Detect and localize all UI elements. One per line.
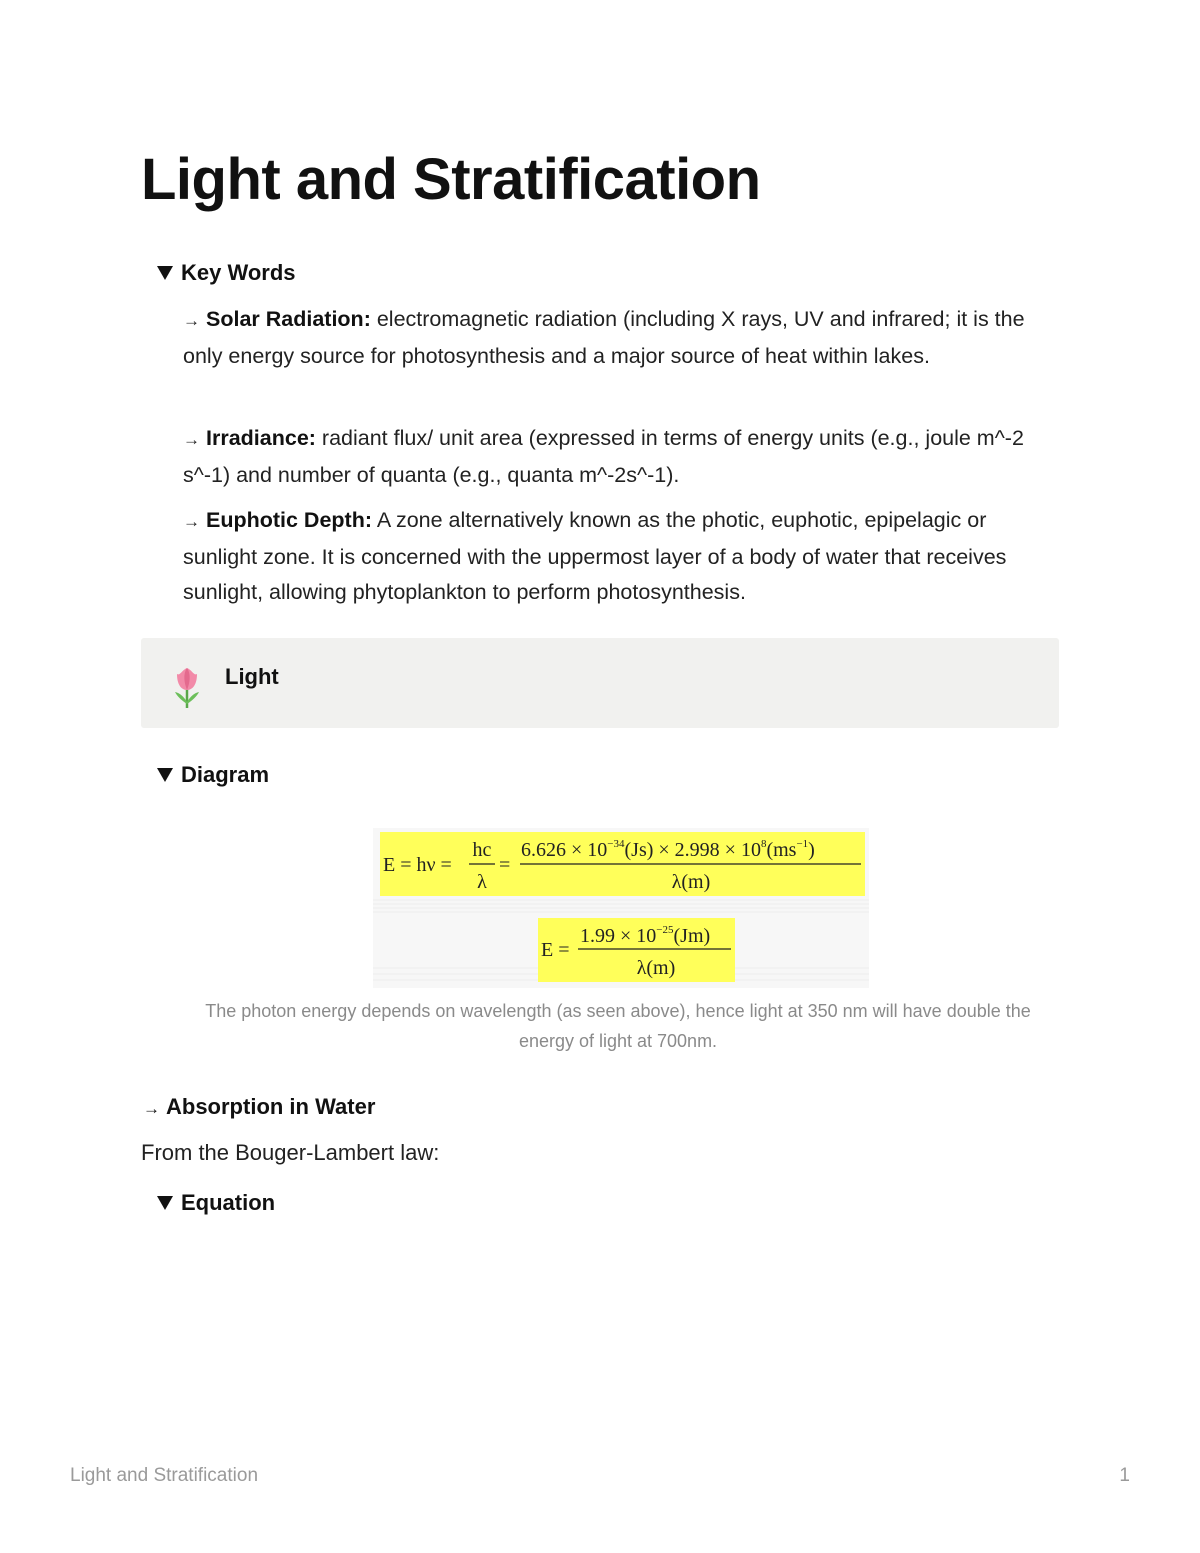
page-title: Light and Stratification [141,147,761,212]
photon-energy-formula [373,828,869,988]
footer-title: Light and Stratification [70,1465,259,1486]
toggle-triangle-icon [157,266,173,280]
formula1-frac1-numerator: hc [472,839,492,861]
keyword-definition: electromagnetic radiation (including X rays, UV and infrared; it is the only energy source for photosynthesis and a major source of heat within lakes. [183,307,1025,368]
tulip-icon [171,666,203,710]
keyword-irradiance [183,421,1063,493]
keyword-definition: radiant flux/ unit area (expressed in terms of energy units (e.g., joule m^-2 s^-1) and number of quanta (e.g., quanta m^-2s^-1). [183,426,1024,487]
absorption-heading [143,1094,375,1120]
keyword-term: Euphotic Depth: [206,508,373,532]
diagram-label: Diagram [181,762,270,787]
formula1-frac1-denominator: λ [477,871,487,893]
formula2-numerator: $1.99 \times 10^{-25}(Jm)$ [580,924,711,947]
absorption-heading-text: Absorption in Water [166,1094,376,1119]
formula1-frac2-denominator: λ(m) [671,871,711,893]
keyword-definition: A zone alternatively known as the photic, euphotic, epipelagic or sunlight zone. It is concerned with the uppermost layer of a body of water that receives sunlight, allowing phytoplankton to perform photosynthesis. [183,508,1007,604]
key-words-label: Key Words [181,260,296,285]
absorption-intro: From the Bouger-Lambert law: [141,1140,440,1165]
keyword-term: Irradiance: [206,426,316,450]
diagram-toggle[interactable] [157,762,269,788]
formula2-lhs: E = [541,939,570,961]
right-arrow-icon: → [183,430,200,449]
right-arrow-icon: → [143,1099,160,1118]
keyword-solar-radiation [183,302,1063,374]
equation-label: Equation [181,1190,276,1215]
diagram-caption: The photon energy depends on wavelength (as seen above), hence light at 350 nm will have double the energy of light at 700nm. [205,1001,1031,1051]
formula1-frac2-numerator: $6.626 \times 10^{-34}(Js) \times 2.998 \times 10^8(ms^{-1})$ [521,838,815,861]
toggle-triangle-icon [157,768,173,782]
light-callout [141,638,1059,728]
toggle-triangle-icon [157,1196,173,1210]
key-words-toggle[interactable] [157,260,296,286]
formula1-equals: = [499,854,511,876]
right-arrow-icon: → [183,512,200,531]
keyword-euphotic-depth [183,503,1063,611]
formula2-denominator: λ(m) [636,957,676,979]
right-arrow-icon: → [183,311,200,330]
formula1-lhs: E = hν = [383,854,452,876]
equation-toggle[interactable] [157,1190,275,1216]
callout-title: Light [225,664,279,689]
page-number: 1 [1119,1465,1130,1486]
keyword-term: Solar Radiation: [206,307,371,331]
